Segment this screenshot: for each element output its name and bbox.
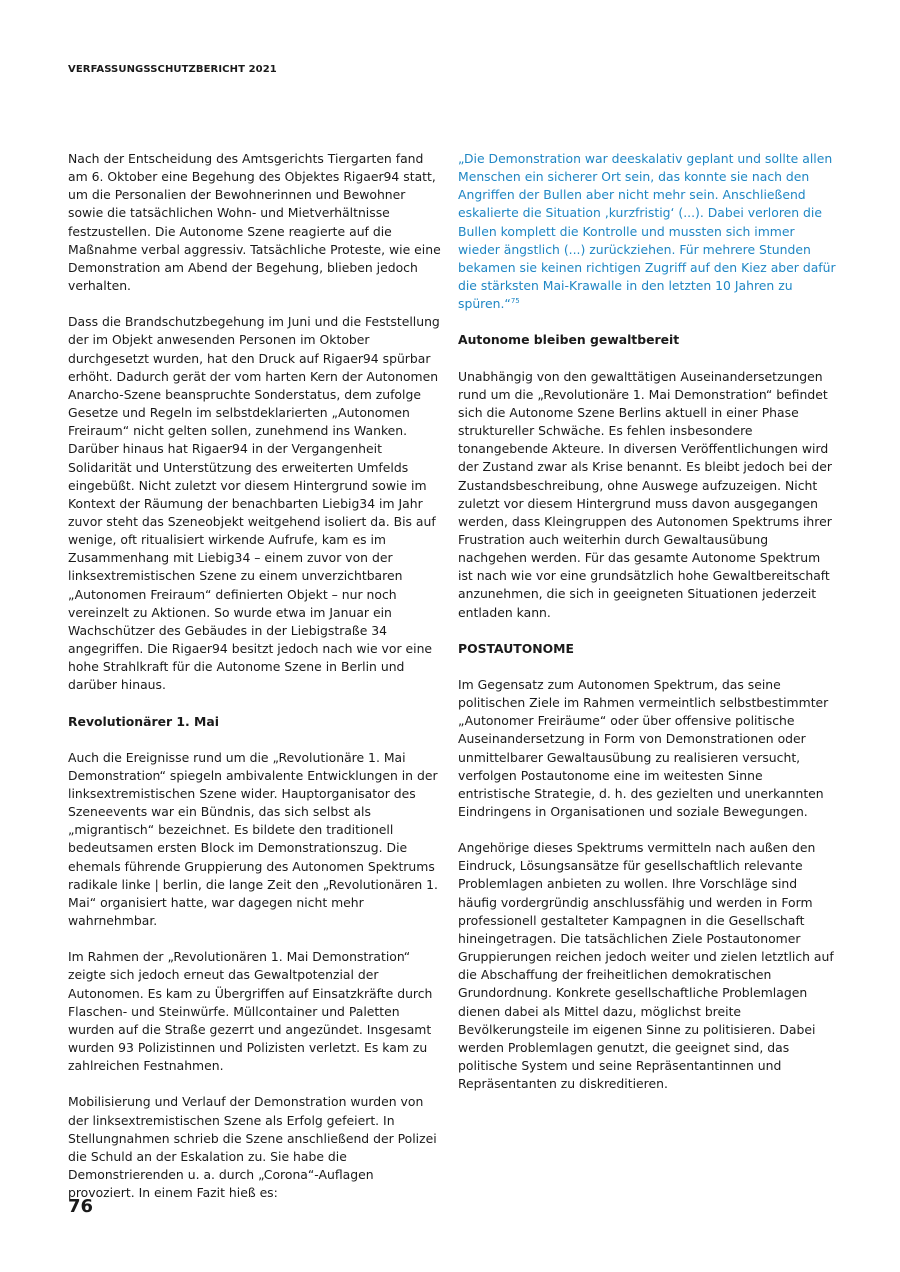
paragraph: Auch die Ereignisse rund um die „Revolutionäre 1. Mai Demonstration“ spiegeln ambivalente Entwicklungen in der linksextremistischen Szene wider. Hauptorganisator des Szeneevents war ein Bündnis, das sich selbst als „migrantisch“ bezeichnet. Es bildete den traditionell bedeutsamen ersten Block im Demonstrationszug. Die ehemals führende Gruppierung des Autonomen Spektrums radikale linke | berlin, die lange Zeit den „Revolutionären 1. Mai“ organisiert hatte, war dagegen nicht mehr wahrnehmbar. [68, 749, 438, 929]
footnote-marker[interactable]: 75 [510, 297, 520, 306]
page-number: 76 [68, 1196, 94, 1217]
left-column [68, 150, 444, 1220]
paragraph: Im Rahmen der „Revolutionären 1. Mai Demonstration“ zeigte sich jedoch erneut das Gewaltpotenzial der Autonomen. Es kam zu Übergriffen auf Einsatzkräfte durch Flaschen- und Steinwürfe. Müllcontainer und Paletten wurden auf die Straße gezerrt und angezündet. Insgesamt wurden 93 Polizistinnen und Polizisten verletzt. Es kam zu zahlreichen Festnahmen. [68, 949, 433, 1074]
section-heading: Revolutionärer 1. Mai [68, 713, 219, 729]
section-heading: Autonome bleiben gewaltbereit [458, 332, 680, 348]
paragraph: Angehörige dieses Spektrums vermitteln nach außen den Eindruck, Lösungsansätze für gesellschaftlich relevante Problemlagen anbieten zu wollen. Ihre Vorschläge sind häufig vordergründig anschlussfähig und werden in Form professionell gestalteter Kampagnen in die Gesellschaft hineingetragen. Die tatsächlichen Ziele Postautonomer Gruppierungen reichen jedoch weiter und zielen letztlich auf die Abschaffung der freiheitlichen demokratischen Grundordnung. Konkrete gesellschaftliche Problemlagen dienen dabei als Mittel dazu, möglichst breite Bevölkerungsteile im eigenen Sinne zu politisieren. Dabei werden Problemlagen genutzt, die geeignet sind, das politische System und seine Repräsentantinnen und Repräsentanten zu diskreditieren. [458, 840, 834, 1092]
right-column [458, 150, 836, 1111]
paragraph: Unabhängig von den gewalttätigen Auseinandersetzungen rund um die „Revolutionäre 1. Mai Demonstration“ befindet sich die Autonome Szene Berlins aktuell in einer Phase struktureller Schwäche. Es fehlen insbesondere tonangebende Akteure. In diversen Veröffentlichungen wird der Zustand zwar als Krise benannt. Es bleibt jedoch bei der Zustandsbeschreibung, ohne Auswege aufzuzeigen. Nicht zuletzt vor diesem Hintergrund muss davon ausgegangen werden, dass Kleingruppen des Autonomen Spektrums ihrer Frustration auch weiterhin durch Gewaltausübung nachgehen werden. Für das gesamte Autonome Spektrum ist nach wie vor eine grundsätzlich hohe Gewaltbereitschaft anzunehmen, die sich in geeigneten Situationen jederzeit entladen kann. [458, 368, 832, 620]
paragraph: Mobilisierung und Verlauf der Demonstration wurden von der linksextremistischen Szene als Erfolg gefeiert. In Stellungnahmen schrieb die Szene anschließend der Polizei die Schuld an der Eskalation zu. Sie habe die Demonstrierenden u. a. durch „Corona“-Auflagen provoziert. In einem Fazit hieß es: [68, 1094, 437, 1201]
block-quote [458, 150, 836, 313]
paragraph: Dass die Brandschutzbegehung im Juni und die Feststellung der im Objekt anwesenden Personen im Oktober durchgesetzt wurden, hat den Druck auf Rigaer94 spürbar erhöht. Dadurch gerät der vom harten Kern der Autonomen Anarcho-Szene beanspruchte Sonderstatus, dem zufolge Gesetze und Regeln im selbstdeklarierten „Autonomen Freiraum“ nicht gelten sollen, zunehmend ins Wanken. Darüber hinaus hat Rigaer94 in der Vergangenheit Solidarität und Unterstützung des erweiterten Umfelds eingebüßt. Nicht zuletzt vor diesem Hintergrund sowie im Kontext der Räumung der benachbarten Liebig34 im Jahr zuvor steht das Szeneobjekt weitgehend isoliert da. Bis auf wenige, oft ritualisiert wirkende Aufrufe, kam es im Zusammenhang mit Liebig34 – einem zuvor von der linksextremistischen Szene zu einem unverzichtbaren „Autonomen Freiraum“ definierten Objekt – nur noch vereinzelt zu Aktionen. So wurde etwa im Januar ein Wachschützer des Gebäudes in der Liebigstraße 34 angegriffen. Die Rigaer94 besitzt jedoch nach wie vor eine hohe Strahlkraft für die Autonome Szene in Berlin und darüber hinaus. [68, 314, 440, 693]
running-header: VERFASSUNGSSCHUTZBERICHT 2021 [68, 64, 277, 75]
paragraph: Im Gegensatz zum Autonomen Spektrum, das seine politischen Ziele im Rahmen vermeintlich selbstbestimmter „Autonomer Freiräume“ oder über offensive politische Auseinandersetzung in Form von Demonstrationen oder unmittelbarer Gewaltausübung zu realisieren versucht, verfolgen Postautonome eine im weitesten Sinne entristische Strategie, d. h. des gezielten und unerkannten Eindringens in Organisationen und soziale Bewegungen. [458, 676, 829, 819]
chapter-heading: POSTAUTONOME [458, 640, 574, 656]
quote-text: „Die Demonstration war deeskalativ geplant und sollte allen Menschen ein sicherer Ort sein, das konnte sie nach den Angriffen der Bullen aber nicht mehr sein. Anschließend eskalierte die Situation ‚kurzfristig‘ (...). Dabei verloren die Bullen komplett die Kontrolle und mussten sich immer wieder ängstlich (...) zurückziehen. Für mehrere Stunden bekamen sie keinen richtigen Zugriff auf den Kiez aber dafür die stärksten Mai-Krawalle in den letzten 10 Jahren zu spüren.“ [458, 151, 836, 312]
paragraph: Nach der Entscheidung des Amtsgerichts Tiergarten fand am 6. Oktober eine Begehung des Objektes Rigaer94 statt, um die Personalien der Bewohnerinnen und Bewohner sowie die tatsächlichen Wohn- und Mietverhältnisse festzustellen. Die Autonome Szene reagierte auf die Maßnahme verbal aggressiv. Tatsächliche Proteste, wie eine Demonstration am Abend der Begehung, blieben jedoch verhalten. [68, 151, 441, 294]
